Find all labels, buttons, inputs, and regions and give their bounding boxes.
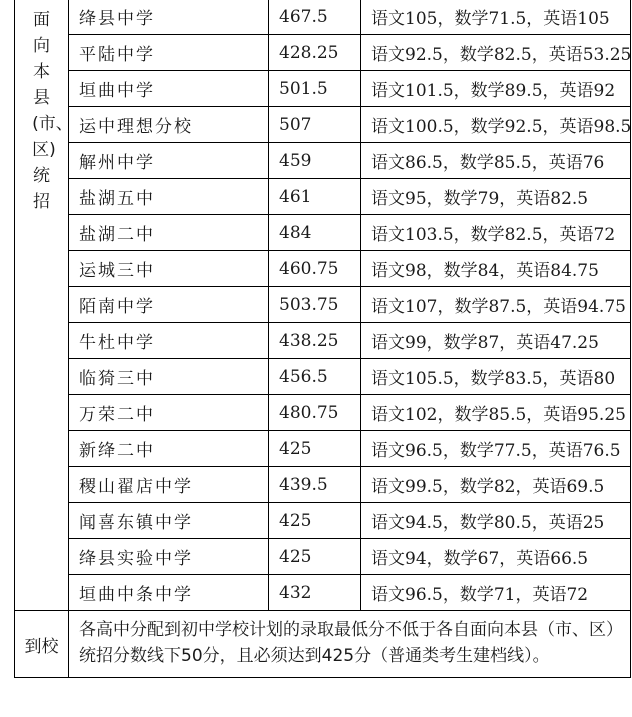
- subject-scores-cell: 语文102，数学85.5，英语95.25: [361, 395, 631, 431]
- table-row: [15, 287, 631, 323]
- school-name-cell: 垣曲中学: [69, 71, 269, 107]
- total-score-cell: 459: [269, 143, 361, 179]
- school-name-cell: 绛县实验中学: [69, 539, 269, 575]
- subject-scores-cell: 语文99，数学87，英语47.25: [361, 323, 631, 359]
- subject-scores-cell: 语文99.5，数学82，英语69.5: [361, 467, 631, 503]
- subject-scores-cell: 语文92.5，数学82.5，英语53.25: [361, 35, 631, 71]
- total-score-cell: 425: [269, 503, 361, 539]
- total-score-cell: 425: [269, 539, 361, 575]
- subject-scores-cell: 语文95，数学79，英语82.5: [361, 179, 631, 215]
- subject-scores-cell: 语文107，数学87.5，英语94.75: [361, 287, 631, 323]
- school-name-cell: 万荣二中: [69, 395, 269, 431]
- school-name-cell: 闻喜东镇中学: [69, 503, 269, 539]
- school-name-cell: 运城三中: [69, 251, 269, 287]
- table-row: [15, 0, 631, 35]
- table-row: [15, 359, 631, 395]
- school-name-cell: 垣曲中条中学: [69, 575, 269, 611]
- subject-scores-cell: 语文105.5，数学83.5，英语80: [361, 359, 631, 395]
- school-name-cell: 绛县中学: [69, 0, 269, 35]
- table-row: [15, 467, 631, 503]
- admission-score-table: [14, 0, 631, 678]
- table-row: [15, 251, 631, 287]
- subject-scores-cell: 语文96.5，数学77.5，英语76.5: [361, 431, 631, 467]
- total-score-cell: 456.5: [269, 359, 361, 395]
- school-name-cell: 盐湖五中: [69, 179, 269, 215]
- total-score-cell: 432: [269, 575, 361, 611]
- footer-label: 到校: [15, 611, 69, 678]
- school-name-cell: 新绛二中: [69, 431, 269, 467]
- footer-note: 各高中分配到初中学校计划的录取最低分不低于各自面向本县（市、区）统招分数线下50分，且必须达到425分（普通类考生建档线）。: [69, 611, 631, 678]
- school-name-cell: 牛杜中学: [69, 323, 269, 359]
- subject-scores-cell: 语文86.5，数学85.5，英语76: [361, 143, 631, 179]
- table-row: [15, 35, 631, 71]
- table-row: [15, 395, 631, 431]
- table-row: [15, 143, 631, 179]
- total-score-cell: 467.5: [269, 0, 361, 35]
- total-score-cell: 438.25: [269, 323, 361, 359]
- school-name-cell: 陌南中学: [69, 287, 269, 323]
- table-row: [15, 107, 631, 143]
- table-row: [15, 215, 631, 251]
- total-score-cell: 428.25: [269, 35, 361, 71]
- school-name-cell: 盐湖二中: [69, 215, 269, 251]
- subject-scores-cell: 语文103.5，数学82.5，英语72: [361, 215, 631, 251]
- total-score-cell: 484: [269, 215, 361, 251]
- subject-scores-cell: 语文100.5，数学92.5，英语98.5: [361, 107, 631, 143]
- total-score-cell: 480.75: [269, 395, 361, 431]
- total-score-cell: 507: [269, 107, 361, 143]
- category-cell: [15, 0, 73, 611]
- table-row: [15, 323, 631, 359]
- table-row: [15, 431, 631, 467]
- total-score-cell: 461: [269, 179, 361, 215]
- footer-row: [15, 611, 631, 678]
- category-label: 面向本县(市、区)统招: [32, 10, 73, 212]
- total-score-cell: 503.75: [269, 287, 361, 323]
- table-row: [15, 179, 631, 215]
- total-score-cell: 460.75: [269, 251, 361, 287]
- table-row: [15, 539, 631, 575]
- school-name-cell: 稷山翟店中学: [69, 467, 269, 503]
- subject-scores-cell: 语文98，数学84，英语84.75: [361, 251, 631, 287]
- subject-scores-cell: 语文94，数学67，英语66.5: [361, 539, 631, 575]
- school-name-cell: 临猗三中: [69, 359, 269, 395]
- subject-scores-cell: 语文101.5，数学89.5，英语92: [361, 71, 631, 107]
- school-name-cell: 平陆中学: [69, 35, 269, 71]
- school-name-cell: 解州中学: [69, 143, 269, 179]
- subject-scores-cell: 语文105，数学71.5，英语105: [361, 0, 631, 35]
- table-row: [15, 71, 631, 107]
- school-name-cell: 运中理想分校: [69, 107, 269, 143]
- table-row: [15, 575, 631, 611]
- subject-scores-cell: 语文96.5，数学71，英语72: [361, 575, 631, 611]
- table-body: [15, 0, 631, 678]
- total-score-cell: 439.5: [269, 467, 361, 503]
- total-score-cell: 501.5: [269, 71, 361, 107]
- total-score-cell: 425: [269, 431, 361, 467]
- table-row: [15, 503, 631, 539]
- subject-scores-cell: 语文94.5，数学80.5，英语25: [361, 503, 631, 539]
